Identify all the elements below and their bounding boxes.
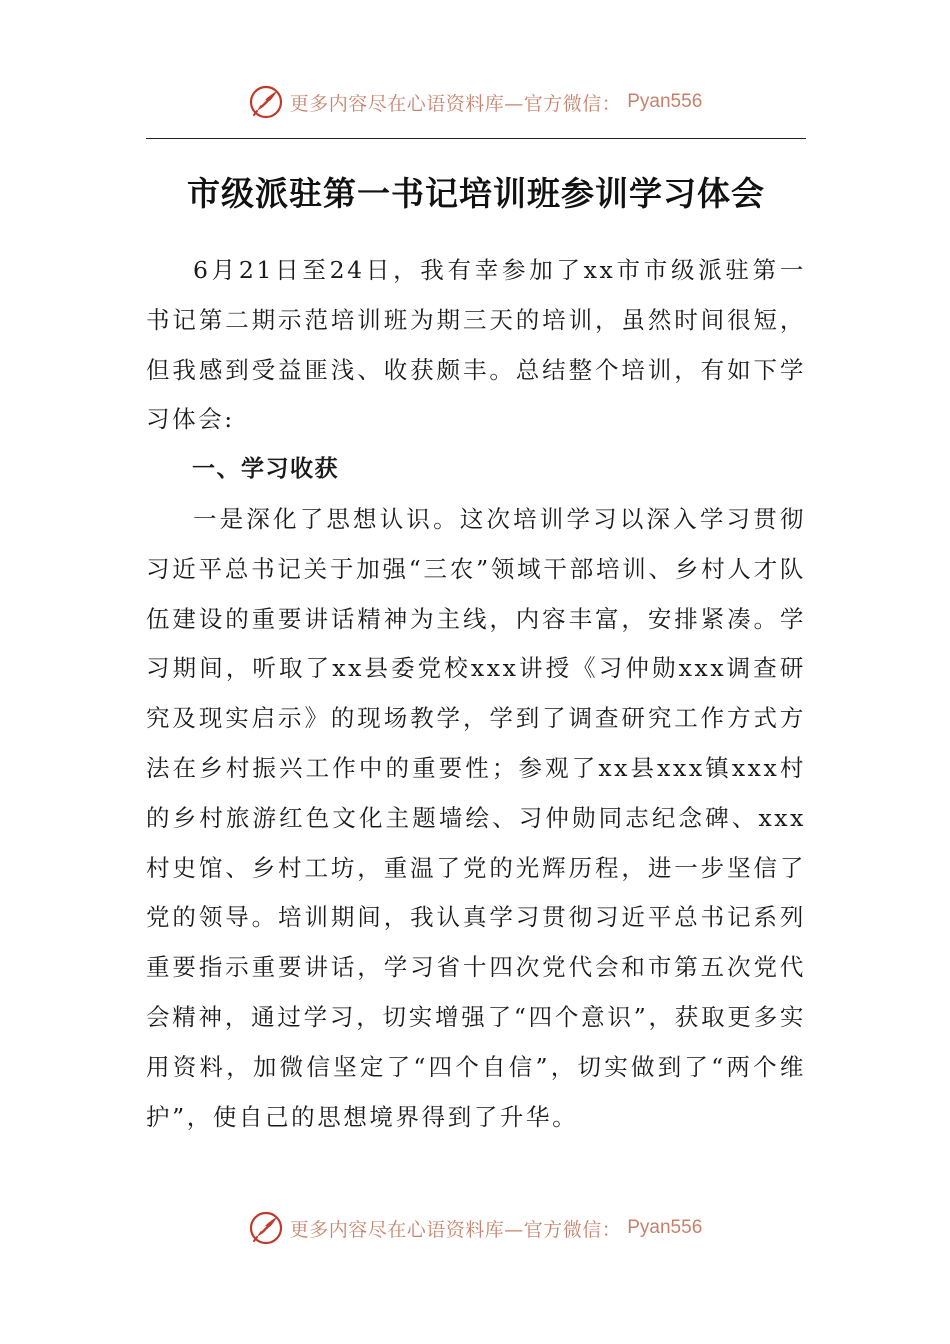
quill-logo-icon [248,84,284,120]
intro-paragraph: 6月21日至24日，我有幸参加了xx市市级派驻第一书记第二期示范培训班为期三天的培训，虽然时间很短，但我感到受益匪浅、收获颇丰。总结整个培训，有如下学习体会: [146,256,806,434]
quill-logo-icon [248,1210,284,1246]
body-paragraph: 一是深化了思想认识。这次培训学习以深入学习贯彻习近平总书记关于加强“三农”领域干部培训、乡村人才队伍建设的重要讲话精神为主线，内容丰富，安排紧凑。学习期间，听取了xx县委党校xxx讲授《习仲勋xxx调查研究及现实启示》的现场教学，学到了调查研究工作方式方法在乡村振兴工作中的重要性；参观了xx县xxx镇xxx村的乡村旅游红色文化主题墙绘、习仲勋同志纪念碑、xxx村史馆、乡村工坊，重温了党的光辉历程，进一步坚信了党的领导。培训期间，我认真学习贯彻习近平总书记系列重要指示重要讲话，学习省十四次党代会和市第五次党代会精神，通过学习，切实增强了“四个意识”，获取更多实用资料，加微信坚定了“四个自信”，切实做到了“两个维护”，使自己的思想境界得到了升华。 [146,504,806,1131]
watermark-text: 更多内容尽在心语资料库—官方微信： [289,1218,622,1241]
document-title: 市级派驻第一书记培训班参训学习体会 [187,174,765,213]
section-heading: 一、学习收获 [192,456,339,483]
document-body [146,246,806,1142]
watermark-wechat-id: Pyan556 [627,1217,703,1238]
watermark-footer [0,1208,950,1248]
watermark-wechat-id: Pyan556 [627,91,703,112]
header-divider [146,138,806,139]
watermark-text: 更多内容尽在心语资料库—官方微信： [289,92,622,115]
watermark-header [0,82,950,122]
